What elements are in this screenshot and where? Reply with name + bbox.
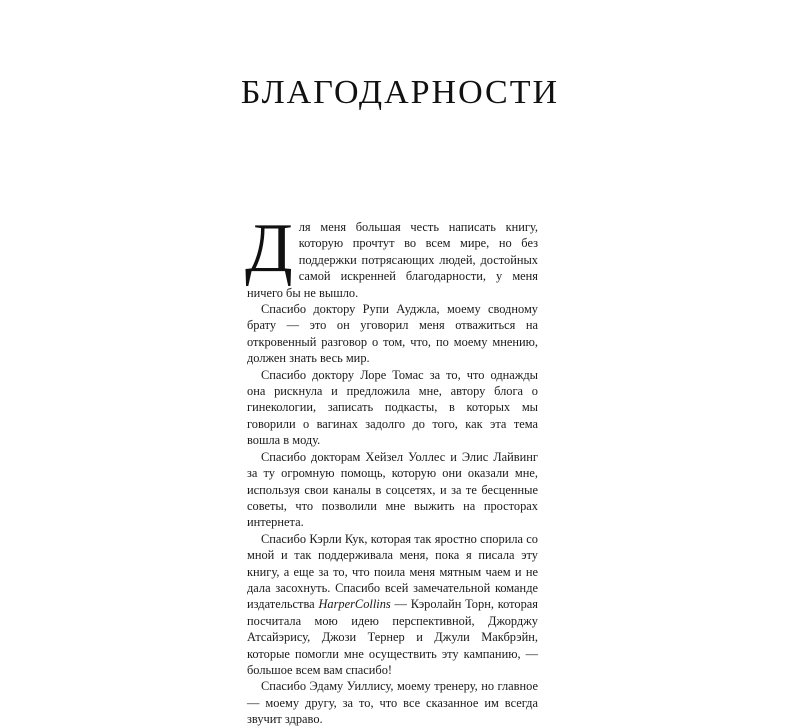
paragraph-2: Спасибо доктору Рупи Ауджла, моему сводному брату — это он уговорил меня отважиться на откровенный разговор о том, что, по моему мнению, должен знать весь мир. [247, 302, 538, 366]
drop-cap: Д [245, 210, 293, 287]
paragraph-5-rest: — Кэролайн Торн, которая посчитала мою идею перспективной, Джорджу Атсайэрису, Джози Тернер и Джули Макбрэйн, которые помогли мне осуществить эту кампанию, — большое всем вам спасибо! [247, 597, 538, 677]
paragraph-5-text: Спасибо Кэрли Кук, которая так яростно спорила со мной и так поддерживала меня, пока я писала эту книгу, а еще за то, что поила меня мятным чаем и не дала засохнуть. Спасибо всей замечательной команде издательства [247, 531, 538, 612]
paragraph-3: Спасибо доктору Лоре Томас за то, что однажды она рискнула и предложила мне, автору блога о гинекологии, записать подкасты, в которых мы говорили о вагинах задолго до того, как эта тема вошла в моду. [247, 367, 538, 448]
paragraph-1-text: ля меня большая честь написать книгу, которую прочтут во всем мире, но без поддержки потрясающих людей, достойных самой искренней благодарности, у меня ничего бы не вышло. [247, 220, 538, 300]
paragraph-4: Спасибо докторам Хейзел Уоллес и Элис Лайвинг за ту огромную помощь, которую они оказали мне, используя свои каналы в соцсетях, и за те бесценные советы, что позволили мне выжить на просторах интернета. [247, 449, 538, 530]
acknowledgements-text [245, 210, 538, 728]
page-title: БЛАГОДАРНОСТИ [240, 74, 560, 111]
paragraph-6: Спасибо Эдаму Уиллису, моему тренеру, но главное — моему другу, за то, что все сказанное им всегда звучит здраво. [247, 679, 538, 727]
publisher-name: HarperCollins [318, 597, 391, 612]
paragraph-5 [247, 531, 538, 679]
paragraph-1 [245, 210, 538, 301]
